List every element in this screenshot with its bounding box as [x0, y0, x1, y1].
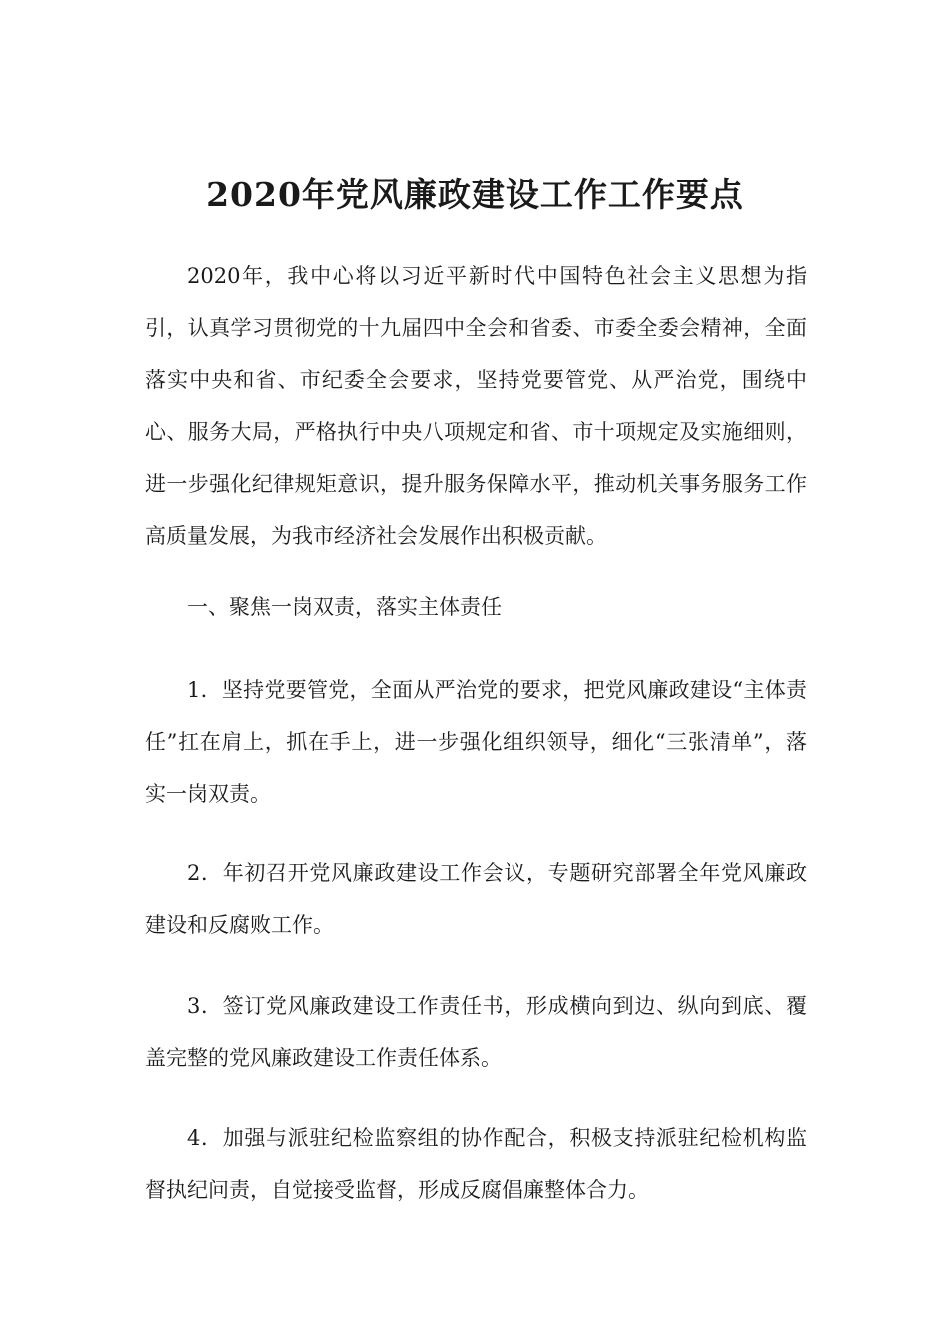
list-item: 1．坚持党要管党，全面从严治党的要求，把党风廉政建设“主体责任”扛在肩上，抓在手上，进一步强化组织领导，细化“三张清单”，落实一岗双责。	[145, 678, 807, 806]
list-item: 3．签订党风廉政建设工作责任书，形成横向到边、纵向到底、覆盖完整的党风廉政建设工作责任体系。	[145, 994, 807, 1070]
list-item: 2．年初召开党风廉政建设工作会议，专题研究部署全年党风廉政建设和反腐败工作。	[145, 861, 807, 937]
intro-paragraph: 2020年，我中心将以习近平新时代中国特色社会主义思想为指引，认真学习贯彻党的十九届四中全会和省委、市委全委会精神，全面落实中央和省、市纪委全会要求，坚持党要管党、从严治党，围绕中心、服务大局，严格执行中央八项规定和省、市十项规定及实施细则，进一步强化纪律规矩意识，提升服务保障水平，推动机关事务服务工作高质量发展，为我市经济社会发展作出积极贡献。	[145, 264, 807, 548]
section-heading: 一、聚焦一岗双责，落实主体责任	[187, 595, 502, 619]
list-item: 4．加强与派驻纪检监察组的协作配合，积极支持派驻纪检机构监督执纪问责，自觉接受监督，形成反腐倡廉整体合力。	[145, 1126, 807, 1202]
page-title: 2020年党风廉政建设工作工作要点	[206, 175, 744, 214]
